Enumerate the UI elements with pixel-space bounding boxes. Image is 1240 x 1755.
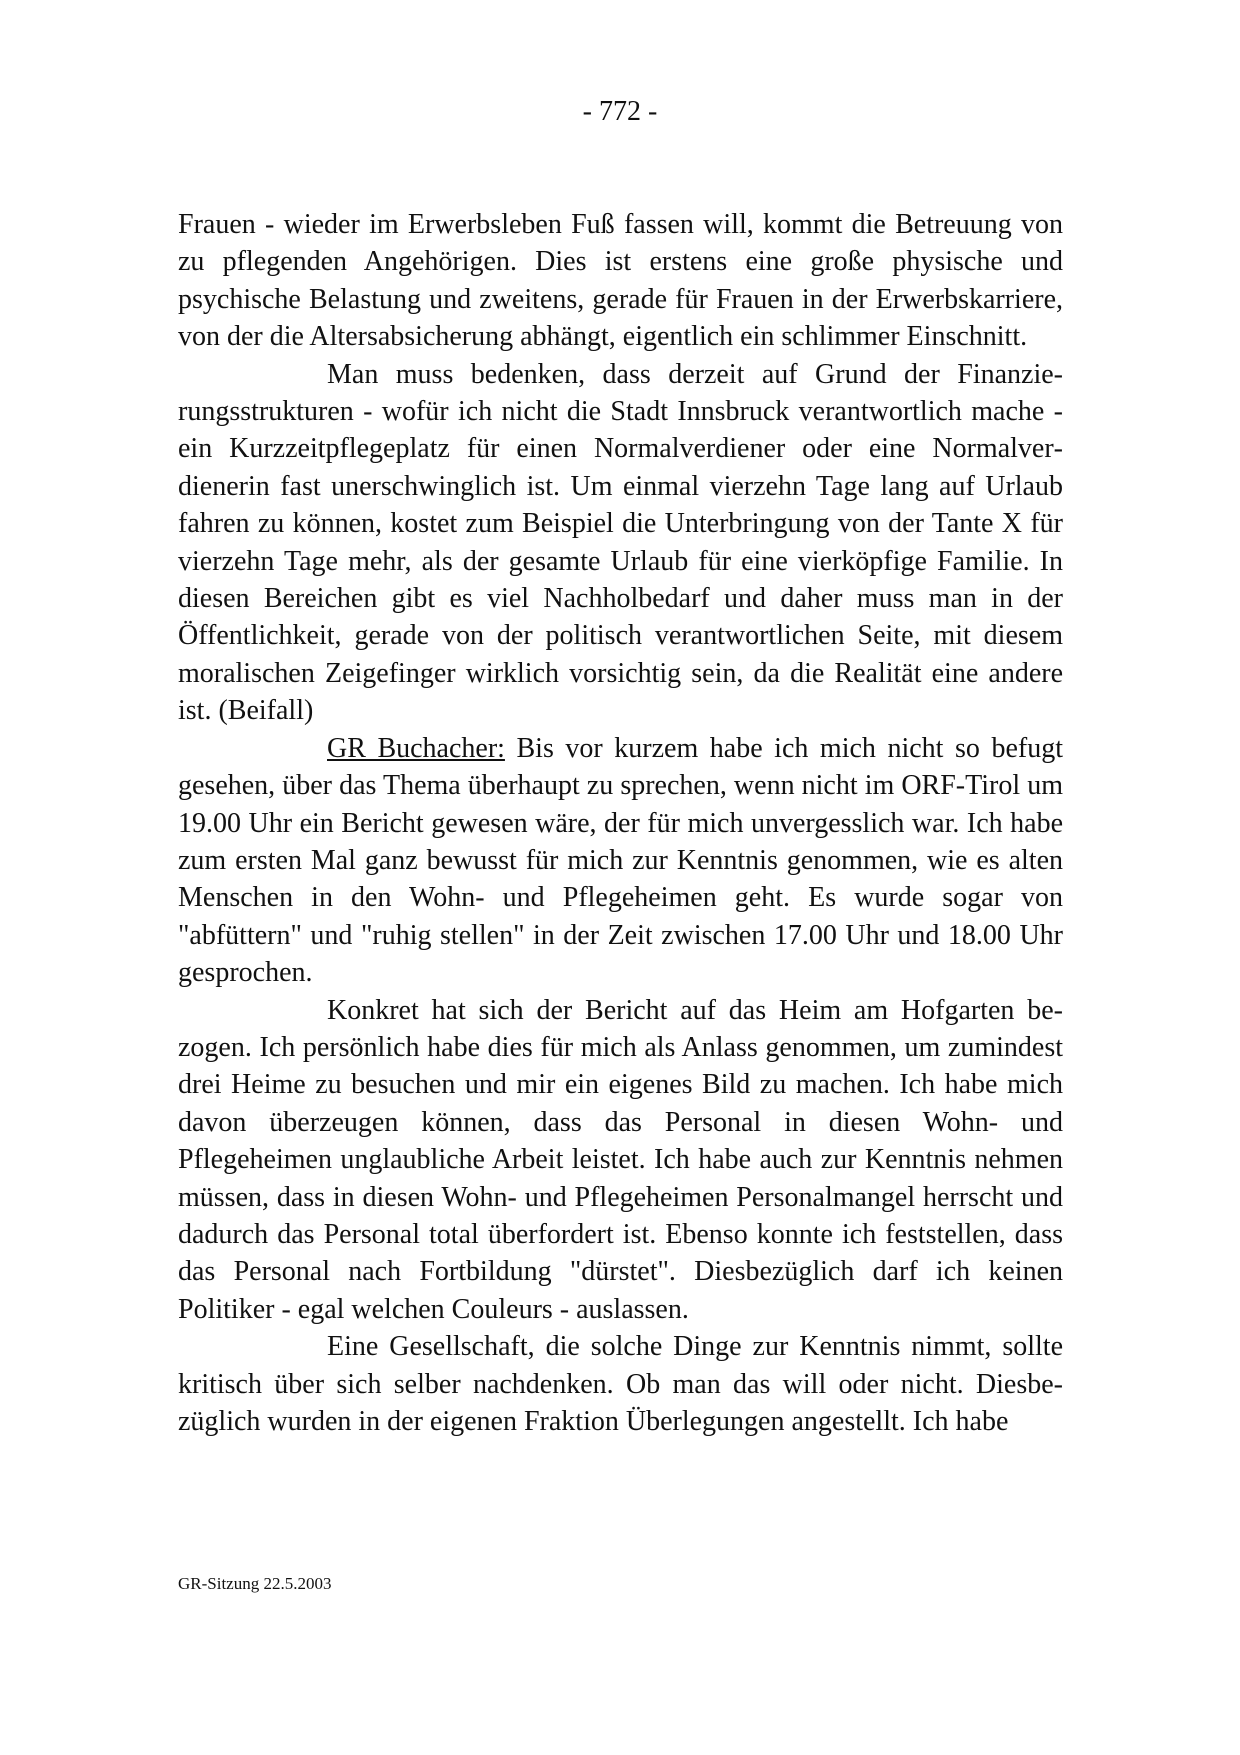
paragraph-hofgarten: Konkret hat sich der Bericht auf das Heim am Hofgarten bezogen. Ich persönlich habe dies für mich als Anlass genommen, um zumindest drei Heime zu besuchen und mir ein eigenes Bild zu machen. Ich habe mich davon überzeugen können, dass das Personal in diesen Wohn- und Pflegeheimen unglaubliche Arbeit leistet. Ich habe auch zur Kenntnis nehmen müssen, dass in diesen Wohn- und Pflegeheimen Personalmangel herrscht und dadurch das Personal total überfordert ist. Ebenso konnte ich feststellen, dass das Personal nach Fortbildung "dürstet". Diesbezüglich darf ich keinen Politiker - egal welchen Couleurs - auslassen. bbox=[178, 994, 1063, 1325]
footer-session-date: GR-Sitzung 22.5.2003 bbox=[178, 1574, 332, 1593]
paragraph-kurzzeitpflege: Man muss bedenken, dass derzeit auf Grund der Finanzierungsstrukturen - wofür ich nicht die Stadt Innsbruck verantwortlich mache - ein Kurzzeitpflegeplatz für einen Normalverdiener oder eine Normalverdienerin fast unerschwinglich ist. Um einmal vierzehn Tage lang auf Urlaub fahren zu können, kostet zum Beispiel die Unterbringung von der Tante X für vierzehn Tage mehr, als der gesamte Urlaub für eine vierköpfige Familie. In diesen Bereichen gibt es viel Nachholbedarf und daher muss man in der Öffentlichkeit, gerade von der politisch verantwortlichen Seite, mit diesem moralischen Zeigefinger wirklich vorsichtig sein, da die Realität eine andere ist. (Beifall) bbox=[178, 358, 1063, 727]
paragraph-buchacher bbox=[178, 730, 1063, 992]
paragraph-continuation: Frauen - wieder im Erwerbsleben Fuß fassen will, kommt die Betreuung von zu pflegenden Angehörigen. Dies ist erstens eine große physische und psychische Belastung und zweitens, gerade für Frauen in der Erwerbskarriere, von der die Altersabsicherung abhängt, eigentlich ein schlimmer Einschnitt. bbox=[178, 209, 1063, 353]
page-number: - 772 - bbox=[582, 96, 658, 127]
speaker-name: GR Buchacher: bbox=[327, 732, 505, 764]
paragraph-gesellschaft: Eine Gesellschaft, die solche Dinge zur Kenntnis nimmt, sollte kritisch über sich selber nachdenken. Ob man das will oder nicht. Diesbezüglich wurden in der eigenen Fraktion Überlegungen angestellt. Ich habe bbox=[178, 1331, 1063, 1437]
document-body bbox=[178, 206, 1063, 1440]
speaker-statement: Bis vor kurzem habe ich mich nicht so befugt gesehen, über das Thema überhaupt zu sprechen, wenn nicht im ORF-Tirol um 19.00 Uhr ein Bericht gewesen wäre, der für mich unvergesslich war. Ich habe zum ersten Mal ganz bewusst für mich zur Kenntnis genommen, wie es alten Menschen in den Wohn- und Pflegeheimen geht. Es wurde sogar von "abfüttern" und "ruhig stellen" in der Zeit zwischen 17.00 Uhr und 18.00 Uhr gesprochen. bbox=[178, 732, 1063, 989]
